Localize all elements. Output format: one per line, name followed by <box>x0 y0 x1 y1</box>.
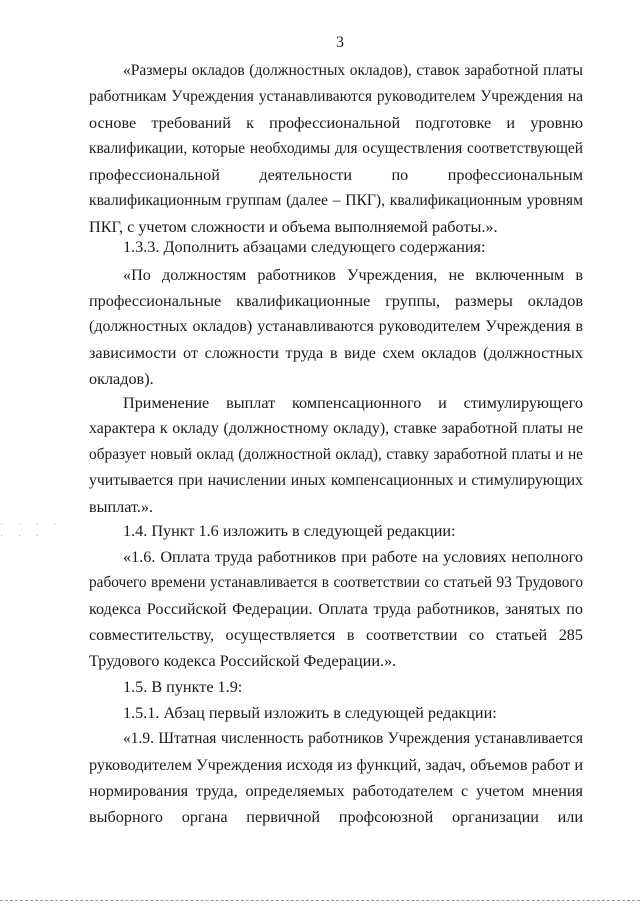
text-line: нормирования труда, определяемых работодателем с учетом мнения <box>89 782 583 800</box>
text-line: кодекса Российской Федерации. Оплата труда работников, занятых по <box>89 600 583 618</box>
clause-1-4 <box>89 518 583 544</box>
text-line: «1.6. Оплата труда работников при работе на условиях неполного <box>123 548 583 566</box>
text-line: квалификационным группам (далее – ПКГ), квалификационным уровням <box>89 192 583 209</box>
clause-1-5-1 <box>89 700 583 726</box>
paragraph-salary-sizes <box>89 58 583 240</box>
text-line: учитывается при начислении иных компенсационных и стимулирующих <box>89 472 583 489</box>
text-line: образует новый оклад (должностной оклад), ставку заработной платы и не <box>89 446 583 463</box>
text-line: (должностных окладов) устанавливаются руководителем Учреждения в <box>89 318 583 335</box>
text-line: профессиональной деятельности по профессиональным <box>89 166 583 184</box>
paragraph-staff-numbers <box>89 726 583 830</box>
paragraph-positions-not-included <box>89 262 583 392</box>
scan-artifact-marks: · · · · · · · <box>0 520 63 542</box>
text-line: характера к окладу (должностному окладу), ставке заработной платы не <box>89 420 583 437</box>
text-line: выплат.». <box>89 498 154 516</box>
paragraph-part-time-pay <box>89 544 583 674</box>
text-line: 1.4. Пункт 1.6 изложить в следующей редакции: <box>123 522 456 540</box>
text-line: зависимости от сложности труда в виде схем окладов (должностных <box>89 344 583 362</box>
page-bottom-edge <box>0 900 640 901</box>
text-line: Применение выплат компенсационного и стимулирующего <box>123 394 583 412</box>
text-line: квалификации, которые необходимы для осуществления соответствующей <box>89 140 583 157</box>
text-line: окладов). <box>89 370 154 388</box>
text-line: руководителем Учреждения исходя из функций, задач, объемов работ и <box>89 756 583 774</box>
text-line: Трудового кодекса Российской Федерации.». <box>89 652 397 670</box>
text-line: рабочего времени устанавливается в соответствии со статьей 93 Трудового <box>89 574 583 591</box>
text-line: работникам Учреждения устанавливаются руководителем Учреждения на <box>89 88 583 105</box>
page-number: 3 <box>336 34 344 51</box>
text-line: профессиональные квалификационные группы, размеры окладов <box>89 292 583 310</box>
text-line: основе требований к профессиональной подготовке и уровню <box>89 114 583 132</box>
text-line: совместительству, осуществляется в соответствии со статьей 285 <box>89 626 583 644</box>
clause-1-5 <box>89 674 583 700</box>
text-line: 1.5. В пункте 1.9: <box>123 678 243 696</box>
text-line: выборного органа первичной профсоюзной организации или <box>89 808 583 826</box>
text-line: ПКГ, с учетом сложности и объема выполняемой работы.». <box>89 218 498 236</box>
text-line: 1.3.3. Дополнить абзацами следующего содержания: <box>123 238 486 256</box>
text-line: 1.5.1. Абзац первый изложить в следующей редакции: <box>123 704 497 722</box>
clause-1-3-3 <box>89 234 583 260</box>
text-line: «Размеры окладов (должностных окладов), ставок заработной платы <box>123 62 583 79</box>
paragraph-compensation-payments <box>89 390 583 520</box>
text-line: «1.9. Штатная численность работников Учреждения устанавливается <box>123 730 583 747</box>
text-line: «По должностям работников Учреждения, не включенным в <box>123 266 583 284</box>
